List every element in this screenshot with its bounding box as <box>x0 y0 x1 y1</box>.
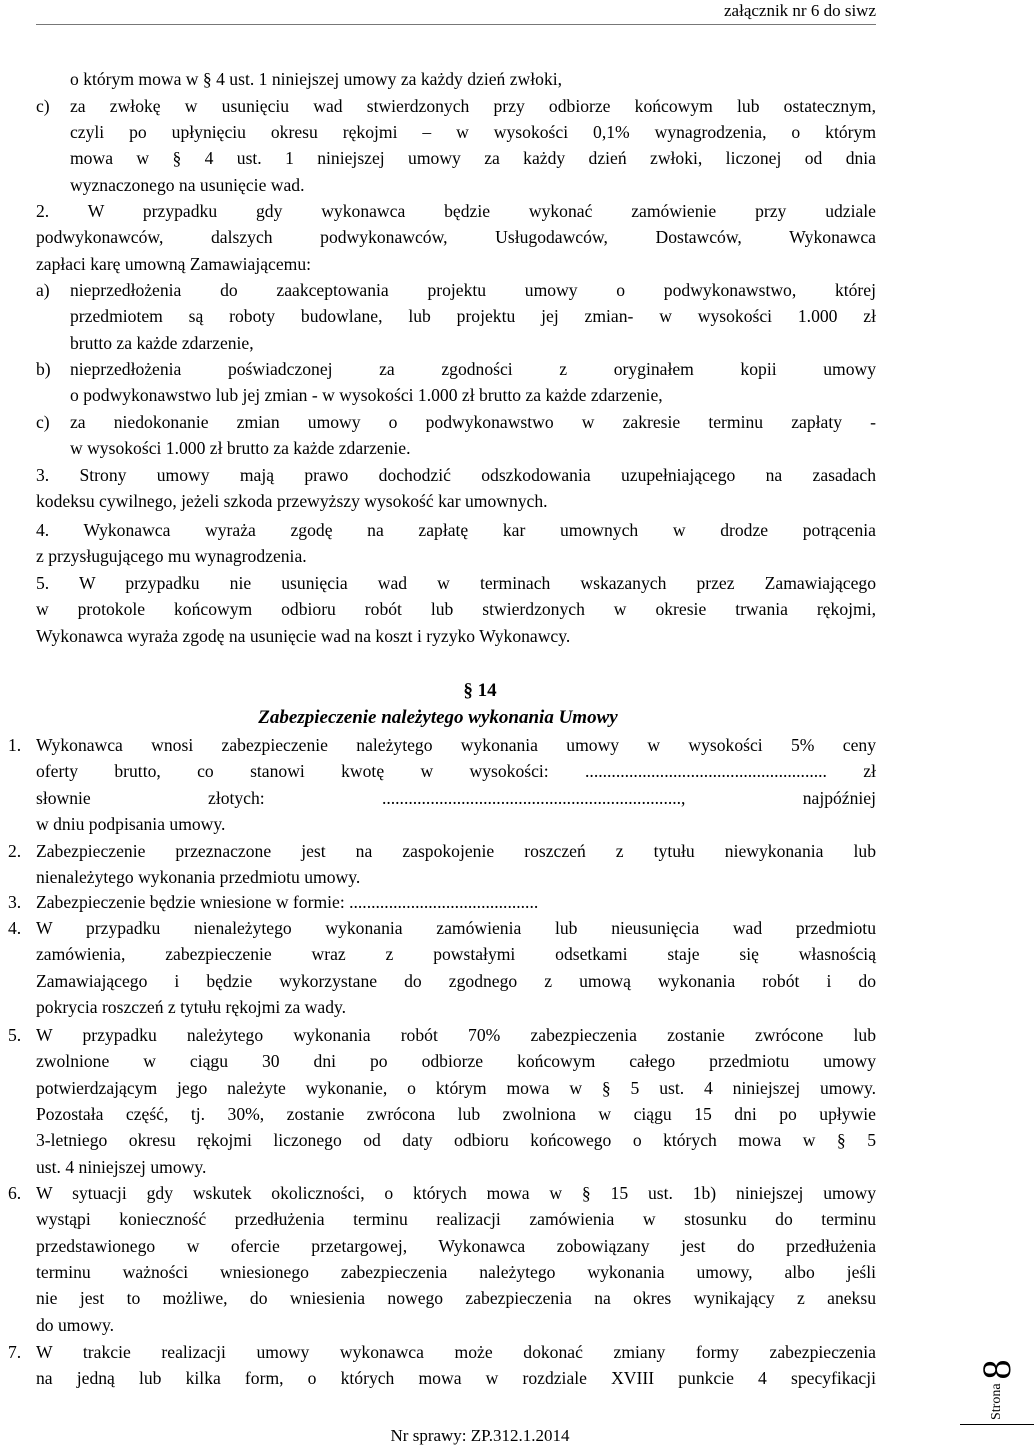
list-item-line: zwolnione w ciągu 30 dni po odbiorze końcowym całego przedmiotu umowy <box>36 1051 876 1072</box>
item-label: 2. <box>8 841 22 861</box>
item-label: 3. <box>8 892 22 912</box>
list-item-line: terminu ważności wniesionego zabezpieczenia należytego wykonania umowy, albo jeśli <box>36 1261 876 1282</box>
list-item-line: W przypadku należytego wykonania robót 70% zabezpieczenia zostanie zwrócone lub <box>36 1025 876 1045</box>
paragraph-line: 2. W przypadku gdy wykonawca będzie wykonać zamówienie przy udziale <box>36 201 876 221</box>
item-label: c) <box>36 411 50 432</box>
page-number: 8 <box>974 1359 1019 1380</box>
item-label: 6. <box>8 1183 22 1203</box>
list-item-line: W przypadku nienależytego wykonania zamówienia lub nieusunięcia wad przedmiotu <box>36 918 876 938</box>
list-item-line: Zabezpieczenie przeznaczone jest na zaspokojenie roszczeń z tytułu niewykonania lub <box>36 841 876 861</box>
paragraph-line: podwykonawców, dalszych podwykonawców, Usługodawców, Dostawców, Wykonawca <box>36 227 876 248</box>
item-label: 7. <box>8 1342 22 1362</box>
list-item-line: wystąpi konieczność przedłużenia terminu realizacji zamówienia w stosunku do terminu <box>36 1209 876 1230</box>
paragraph-line: kodeksu cywilnego, jeżeli szkoda przewyższy wysokość kar umownych. <box>36 491 548 512</box>
list-item-line: nienależytego wykonania przedmiotu umowy. <box>36 867 361 888</box>
page-number-label <box>886 1315 1019 1425</box>
attachment-header: załącznik nr 6 do siwz <box>724 1 876 20</box>
list-item-line: oferty brutto, co stanowi kwotę w wysokości: ....................................................... zł <box>36 761 876 782</box>
list-item-line: w dniu podpisania umowy. <box>36 813 226 834</box>
item-label: b) <box>36 358 51 379</box>
paragraph-line: czyli po upłynięciu okresu rękojmi – w wysokości 0,1% wynagrodzenia, o którym <box>70 122 876 143</box>
list-item-line: W sytuacji gdy wskutek okoliczności, o których mowa w § 15 ust. 1b) niniejszej umowy <box>36 1183 876 1203</box>
item-label: c) <box>36 96 50 116</box>
paragraph-line: o którym mowa w § 4 ust. 1 niniejszej umowy za każdy dzień zwłoki, <box>70 69 563 89</box>
list-item-line: przedstawionego w ofercie przetargowej, Wykonawca zobowiązany jest do przedłużenia <box>36 1235 876 1256</box>
item-label: a) <box>36 280 50 300</box>
list-item-line: Wykonawca wnosi zabezpieczenie należytego wykonania umowy w wysokości 5% ceny <box>36 735 876 755</box>
item-label: 1. <box>8 735 22 755</box>
paragraph-line: 4. Wykonawca wyraża zgodę na zapłatę kar umownych w drodze potrącenia <box>36 520 876 540</box>
list-item-line: w wysokości 1.000 zł brutto za każde zdarzenie. <box>70 437 411 458</box>
list-item-line: za niedokonanie zmian umowy o podwykonawstwo w zakresie terminu zapłaty - <box>70 411 876 432</box>
case-number-footer: Nr sprawy: ZP.312.1.2014 <box>390 1426 570 1445</box>
list-item-line: ust. 4 niniejszej umowy. <box>36 1156 207 1177</box>
list-item-line: do umowy. <box>36 1314 115 1335</box>
list-item-line: 3-letniego okresu rękojmi liczonego od daty odbioru końcowego o których mowa w § 5 <box>36 1130 876 1151</box>
paragraph-line: za zwłokę w usunięciu wad stwierdzonych przy odbiorze końcowym lub ostatecznym, <box>70 96 876 116</box>
list-item-line: Pozostała część, tj. 30%, zostanie zwrócona lub zwolniona w ciągu 15 dni po upływie <box>36 1103 876 1124</box>
list-item-line: przedmiotem są roboty budowlane, lub projektu jej zmian- w wysokości 1.000 zł <box>70 306 876 327</box>
page-word: Strona <box>989 1383 1004 1420</box>
paragraph-line: zapłaci karę umowną Zamawiającemu: <box>36 253 312 274</box>
paragraph-line: 3. Strony umowy mają prawo dochodzić odszkodowania uzupełniającego na zasadach <box>36 465 876 485</box>
list-item-line: pokrycia roszczeń z tytułu rękojmi za wady. <box>36 996 347 1017</box>
paragraph-line: wyznaczonego na usunięcie wad. <box>70 174 305 195</box>
paragraph-line: mowa w § 4 ust. 1 niniejszej umowy za każdy dzień zwłoki, liczonej od dnia <box>70 148 876 169</box>
paragraph-line: Wykonawca wyraża zgodę na usunięcie wad na koszt i ryzyko Wykonawcy. <box>36 625 571 646</box>
list-item-line: Zamawiającego i będzie wykorzystane do zgodnego z umową wykonania robót i do <box>36 970 876 991</box>
list-item-line: nie jest to możliwe, do wniesienia nowego zabezpieczenia na okres wynikający z aneksu <box>36 1288 876 1309</box>
section-number: § 14 <box>463 680 497 701</box>
list-item-line: słownie złotych: ...................................................................., najpóźniej <box>36 787 876 808</box>
item-label: 4. <box>8 918 22 938</box>
list-item-line: brutto za każde zdarzenie, <box>70 332 254 353</box>
list-item-line: Zabezpieczenie będzie wniesione w formie: ........................................... <box>36 892 539 912</box>
list-item-line: na jedną lub kilka form, o których mowa w rozdziale XVIII punkcie 4 specyfikacji <box>36 1368 876 1389</box>
list-item-line: zamówienia, zabezpieczenie wraz z powstałymi odsetkami staje się własnością <box>36 944 876 965</box>
list-item-line: W trakcie realizacji umowy wykonawca może dokonać zmiany formy zabezpieczenia <box>36 1342 876 1362</box>
list-item-line: nieprzedłożenia poświadczonej za zgodności z oryginałem kopii umowy <box>70 358 876 379</box>
item-label: 5. <box>8 1025 22 1045</box>
paragraph-line: 5. W przypadku nie usunięcia wad w terminach wskazanych przez Zamawiającego <box>36 573 876 593</box>
section-title: Zabezpieczenie należytego wykonania Umowy <box>258 707 618 728</box>
paragraph-line: w protokole końcowym odbioru robót lub stwierdzonych w okresie trwania rękojmi, <box>36 599 876 620</box>
list-item-line: nieprzedłożenia do zaakceptowania projektu umowy o podwykonawstwo, której <box>70 280 876 300</box>
header-divider <box>36 24 876 25</box>
list-item-line: o podwykonawstwo lub jej zmian - w wysokości 1.000 zł brutto za każde zdarzenie, <box>70 385 663 406</box>
paragraph-line: z przysługującego mu wynagrodzenia. <box>36 546 307 567</box>
list-item-line: potwierdzającym jego należyte wykonanie, o którym mowa w § 5 ust. 4 niniejszej umowy. <box>36 1077 876 1098</box>
